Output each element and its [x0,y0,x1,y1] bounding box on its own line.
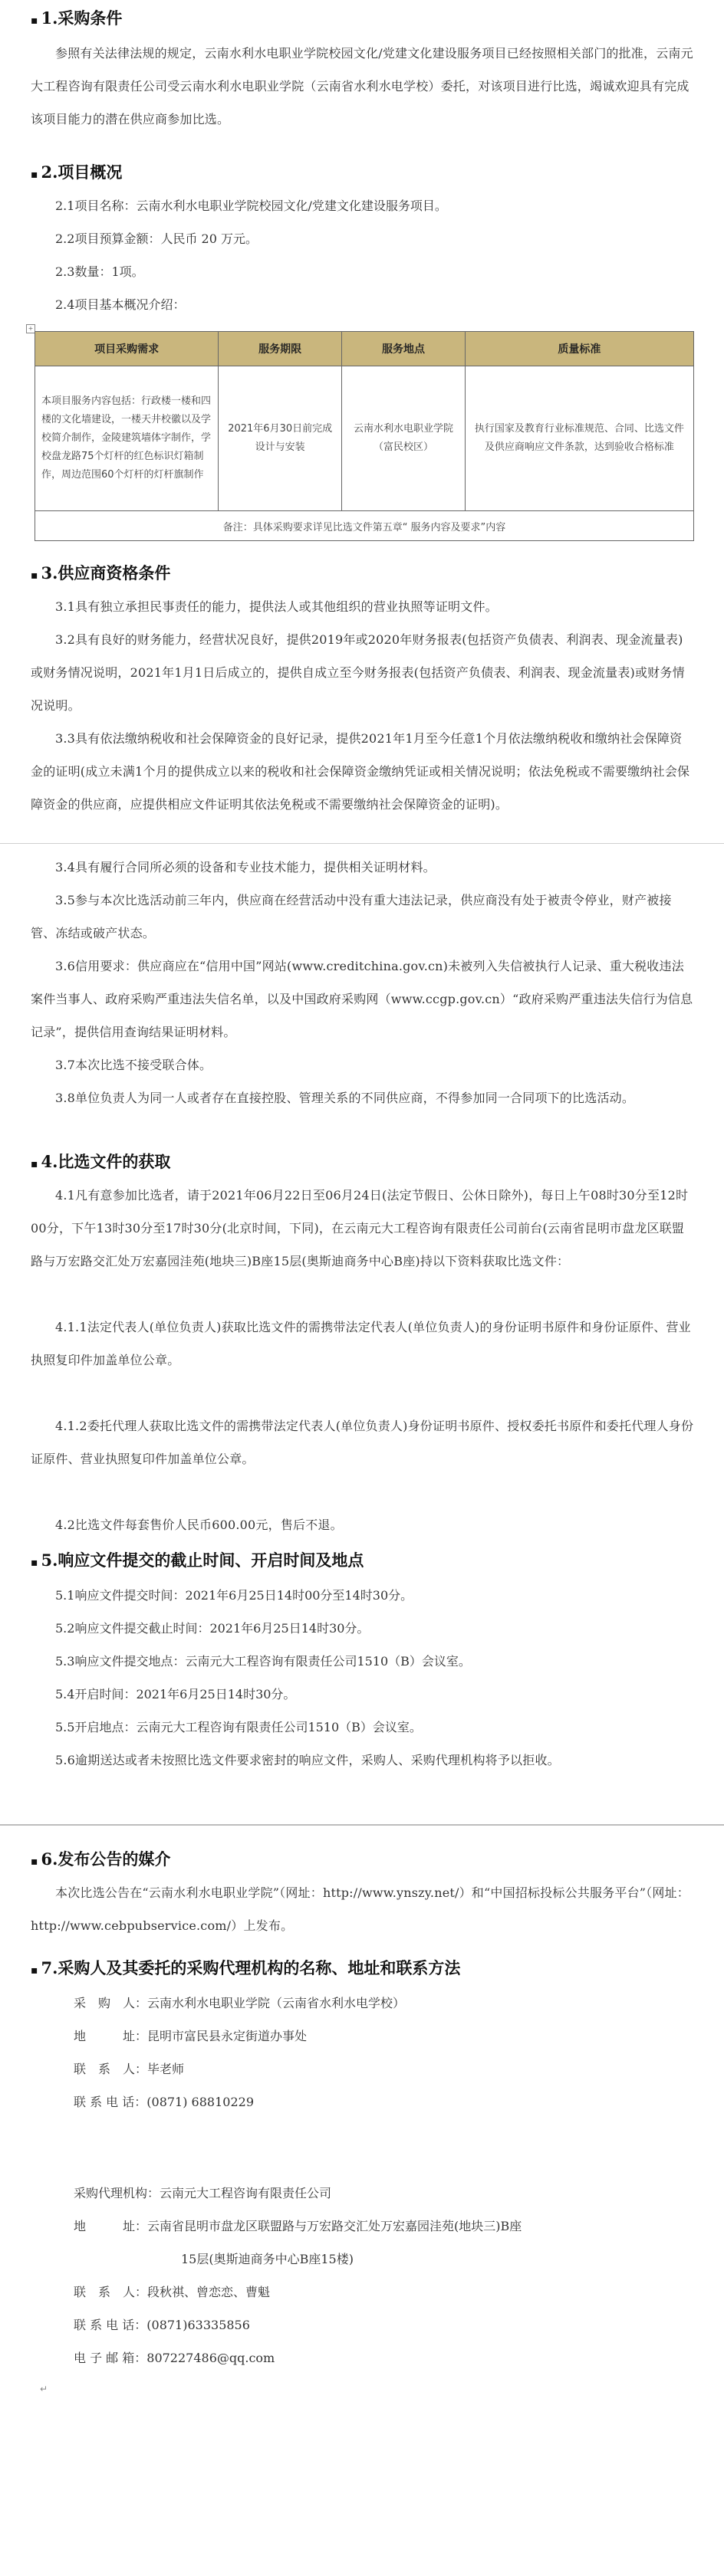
item-3-7: 3.7本次比选不接受联合体。 [55,1058,212,1072]
agency-addr-line-2: 15层(奥斯迪商务中心B座15楼) [181,2252,354,2266]
agency-name: 云南元大工程咨询有限责任公司 [160,2186,332,2200]
section-7-title-text: 7.采购人及其委托的采购代理机构的名称、地址和联系方法 [41,1958,461,1977]
item-3-4: 3.4具有履行合同所必须的设备和专业技术能力，提供相关证明材料。 [55,860,436,875]
item-2-1: 2.1项目名称：云南水利水电职业学院校园文化/党建文化建设服务项目。 [55,199,447,213]
section-4-title-text: 4.比选文件的获取 [41,1152,171,1171]
section-1-body: 参照有关法律法规的规定，云南水利水电职业学院校园文化/党建文化建设服务项目已经按照相关部门的批准，云南元大工程咨询有限责任公司受云南水利水电职业学院（云南省水利水电学校）委托，对该项目进行比选，竭诚欢迎具有完成该项目能力的潜在供应商参加比选。 [31,46,693,126]
bullet-mark: ▪ [31,1557,38,1569]
item-3-3: 3.3具有依法缴纳税收和社会保障资金的良好记录，提供2021年1月至今任意1个月依法缴纳税收和缴纳社会保障资金的证明(成立未满1个月的提供成立以来的税收和社会保障资金缴纳凭证或相关情况说明；依法免税或不需要缴纳社会保障资金的供应商，应提供相应文件证明其依法免税或不需要缴纳社会保障资金的证明)。 [31,731,690,812]
purchaser-addr-row [74,2020,307,2053]
agency-phone-label: 联 系 电 话： [74,2318,147,2332]
paragraph-mark-icon: ↵ [40,2384,48,2394]
table-cell-period: 2021年6月30日前完成设计与安装 [219,366,342,511]
table-header-row [35,332,694,366]
purchaser-name: 云南水利水电职业学院（云南省水利水电学校） [147,1996,406,2010]
section-5-title-text: 5.响应文件提交的截止时间、开启时间及地点 [41,1551,364,1570]
agency-email: 807227486@qq.com [146,2351,275,2365]
item-4-1-2: 4.1.2委托代理人获取比选文件的需携带法定代表人(单位负责人)身份证明书原件、授权委托书原件和委托代理人身份证原件、营业执照复印件加盖单位公章。 [31,1419,694,1466]
section-2-title-text: 2.项目概况 [41,162,123,182]
section-2-title [31,160,122,183]
section-7-title [31,1956,460,1979]
agency-addr-row-2 [181,2243,354,2276]
purchaser-contact: 毕老师 [147,2062,185,2076]
header-cell: 服务期限 [219,332,342,366]
item-3-5: 3.5参与本次比选活动前三年内，供应商在经营活动中没有重大违法记录，供应商没有处于被责令停业，财产被接管、冻结或破产状态。 [31,893,672,940]
agency-name-label: 采购代理机构： [74,2186,160,2200]
agency-email-row [74,2341,275,2374]
header-cell: 服务地点 [342,332,466,366]
item-4-2: 4.2比选文件每套售价人民币600.00元，售后不退。 [55,1518,343,1532]
purchaser-name-label: 采 购 人： [74,1996,148,2010]
purchaser-phone-label: 联 系 电 话： [74,2095,147,2109]
section-5-title [31,1548,364,1571]
bullet-mark: ▪ [31,569,38,582]
item-4-1-1: 4.1.1法定代表人(单位负责人)获取比选文件的需携带法定代表人(单位负责人)的身份证明书原件和身份证原件、营业执照复印件加盖单位公章。 [31,1320,691,1367]
purchaser-contact-label: 联 系 人： [74,2062,148,2076]
purchaser-addr-label: 地 址： [74,2029,148,2043]
agency-contact-row [74,2276,270,2309]
table-note: 备注：具体采购要求详见比选文件第五章“ 服务内容及要求”内容 [35,511,694,541]
item-2-2: 2.2项目预算金额：人民币 20 万元。 [55,231,258,246]
section-6-body: 本次比选公告在“云南水利水电职业学院”（网址：http://www.ynszy.net/）和“中国招标投标公共服务平台”（网址：http://www.cebpubservice.com/）上发布。 [31,1885,689,1933]
item-2-3: 2.3数量：1项。 [55,264,144,279]
item-3-8: 3.8单位负责人为同一人或者存在直接控股、管理关系的不同供应商，不得参加同一合同项下的比选活动。 [55,1091,635,1105]
agency-phone: (0871)63335856 [146,2318,250,2332]
agency-name-row [74,2177,331,2210]
item-5-6: 5.6逾期送达或者未按照比选文件要求密封的响应文件，采购人、采购代理机构将予以拒收。 [55,1753,560,1767]
item-5-4: 5.4开启时间：2021年6月25日14时30分。 [55,1687,296,1701]
purchaser-contact-row [74,2053,184,2085]
agency-phone-row [74,2309,250,2341]
item-5-5: 5.5开启地点：云南元大工程咨询有限责任公司1510（B）会议室。 [55,1720,422,1734]
purchaser-phone-row [74,2085,254,2118]
bullet-mark: ▪ [31,1158,38,1170]
bullet-mark: ▪ [31,1964,38,1977]
table-move-handle-icon[interactable]: + [26,324,35,333]
item-3-2: 3.2具有良好的财务能力，经营状况良好，提供2019年或2020年财务报表(包括资产负债表、利润表、现金流量表)或财务情况说明，2021年1月1日后成立的，提供自成立至今财务报表(包括资产负债表、利润表、现金流量表)或财务情况说明。 [31,632,685,713]
table-cell-quality: 执行国家及教育行业标准规范、合同、比选文件及供应商响应文件条款，达到验收合格标准 [465,366,693,511]
table-row [35,366,694,511]
purchaser-phone: (0871) 68810229 [146,2095,254,2109]
bullet-mark: ▪ [31,1856,38,1868]
bullet-mark: ▪ [31,15,38,27]
table-cell-location: 云南水利水电职业学院（富民校区） [342,366,466,511]
requirements-table [35,331,694,541]
section-4-title [31,1150,170,1173]
purchaser-name-row [74,1987,405,2020]
section-3-title-text: 3.供应商资格条件 [41,563,171,582]
agency-contact: 段秋祺、曾恋恋、曹魁 [147,2285,271,2299]
agency-email-label: 电 子 邮 箱： [74,2351,147,2365]
section-3-title [31,561,170,584]
header-cell: 质量标准 [465,332,693,366]
section-6-title [31,1847,170,1870]
table-cell-requirements: 本项目服务内容包括：行政楼一楼和四楼的文化墙建设，一楼天井校徽以及学校简介制作，金陵建筑墙体字制作，学校盘龙路75个灯杆的红色标识灯箱制作，周边范围60个灯杆的灯杆旗制作 [35,366,219,511]
agency-addr-line-1: 云南省昆明市盘龙区联盟路与万宏路交汇处万宏嘉园洼苑(地块三)B座 [147,2219,522,2233]
section-6-title-text: 6.发布公告的媒介 [41,1849,171,1869]
section-1-title [31,6,122,29]
header-cell: 项目采购需求 [35,332,219,366]
page-break-line [0,1824,724,1826]
agency-addr-row [74,2210,522,2243]
item-3-6: 3.6信用要求：供应商应在“信用中国”网站(www.creditchina.gov.cn)未被列入失信被执行人记录、重大税收违法案件当事人、政府采购严重违法失信名单，以及中国政府采购网（www.ccgp.gov.cn）“政府采购严重违法失信行为信息记录”，提供信用查询结果证明材料。 [31,959,693,1039]
purchaser-addr: 昆明市富民县永定街道办事处 [147,2029,308,2043]
item-4-1: 4.1凡有意参加比选者，请于2021年06月22日至06月24日(法定节假日、公休日除外)，每日上午08时30分至12时00分，下午13时30分至17时30分(北京时间，下同)，在云南元大工程咨询有限责任公司前台(云南省昆明市盘龙区联盟路与万宏路交汇处万宏嘉园洼苑(地块三)B座15层(奥斯迪商务中心B座)持以下资料获取比选文件： [31,1188,689,1268]
item-5-1: 5.1响应文件提交时间：2021年6月25日14时00分至14时30分。 [55,1588,413,1603]
item-3-1: 3.1具有独立承担民事责任的能力，提供法人或其他组织的营业执照等证明文件。 [55,599,498,614]
item-2-4: 2.4项目基本概况介绍： [55,297,186,312]
bullet-mark: ▪ [31,169,38,181]
section-1-title-text: 1.采购条件 [41,8,123,28]
item-5-2: 5.2响应文件提交截止时间：2021年6月25日14时30分。 [55,1621,370,1636]
agency-addr-label: 地 址： [74,2219,148,2233]
item-5-3: 5.3响应文件提交地点：云南元大工程咨询有限责任公司1510（B）会议室。 [55,1654,471,1669]
agency-contact-label: 联 系 人： [74,2285,148,2299]
table-note-row [35,511,694,541]
page-break-line [0,843,724,844]
